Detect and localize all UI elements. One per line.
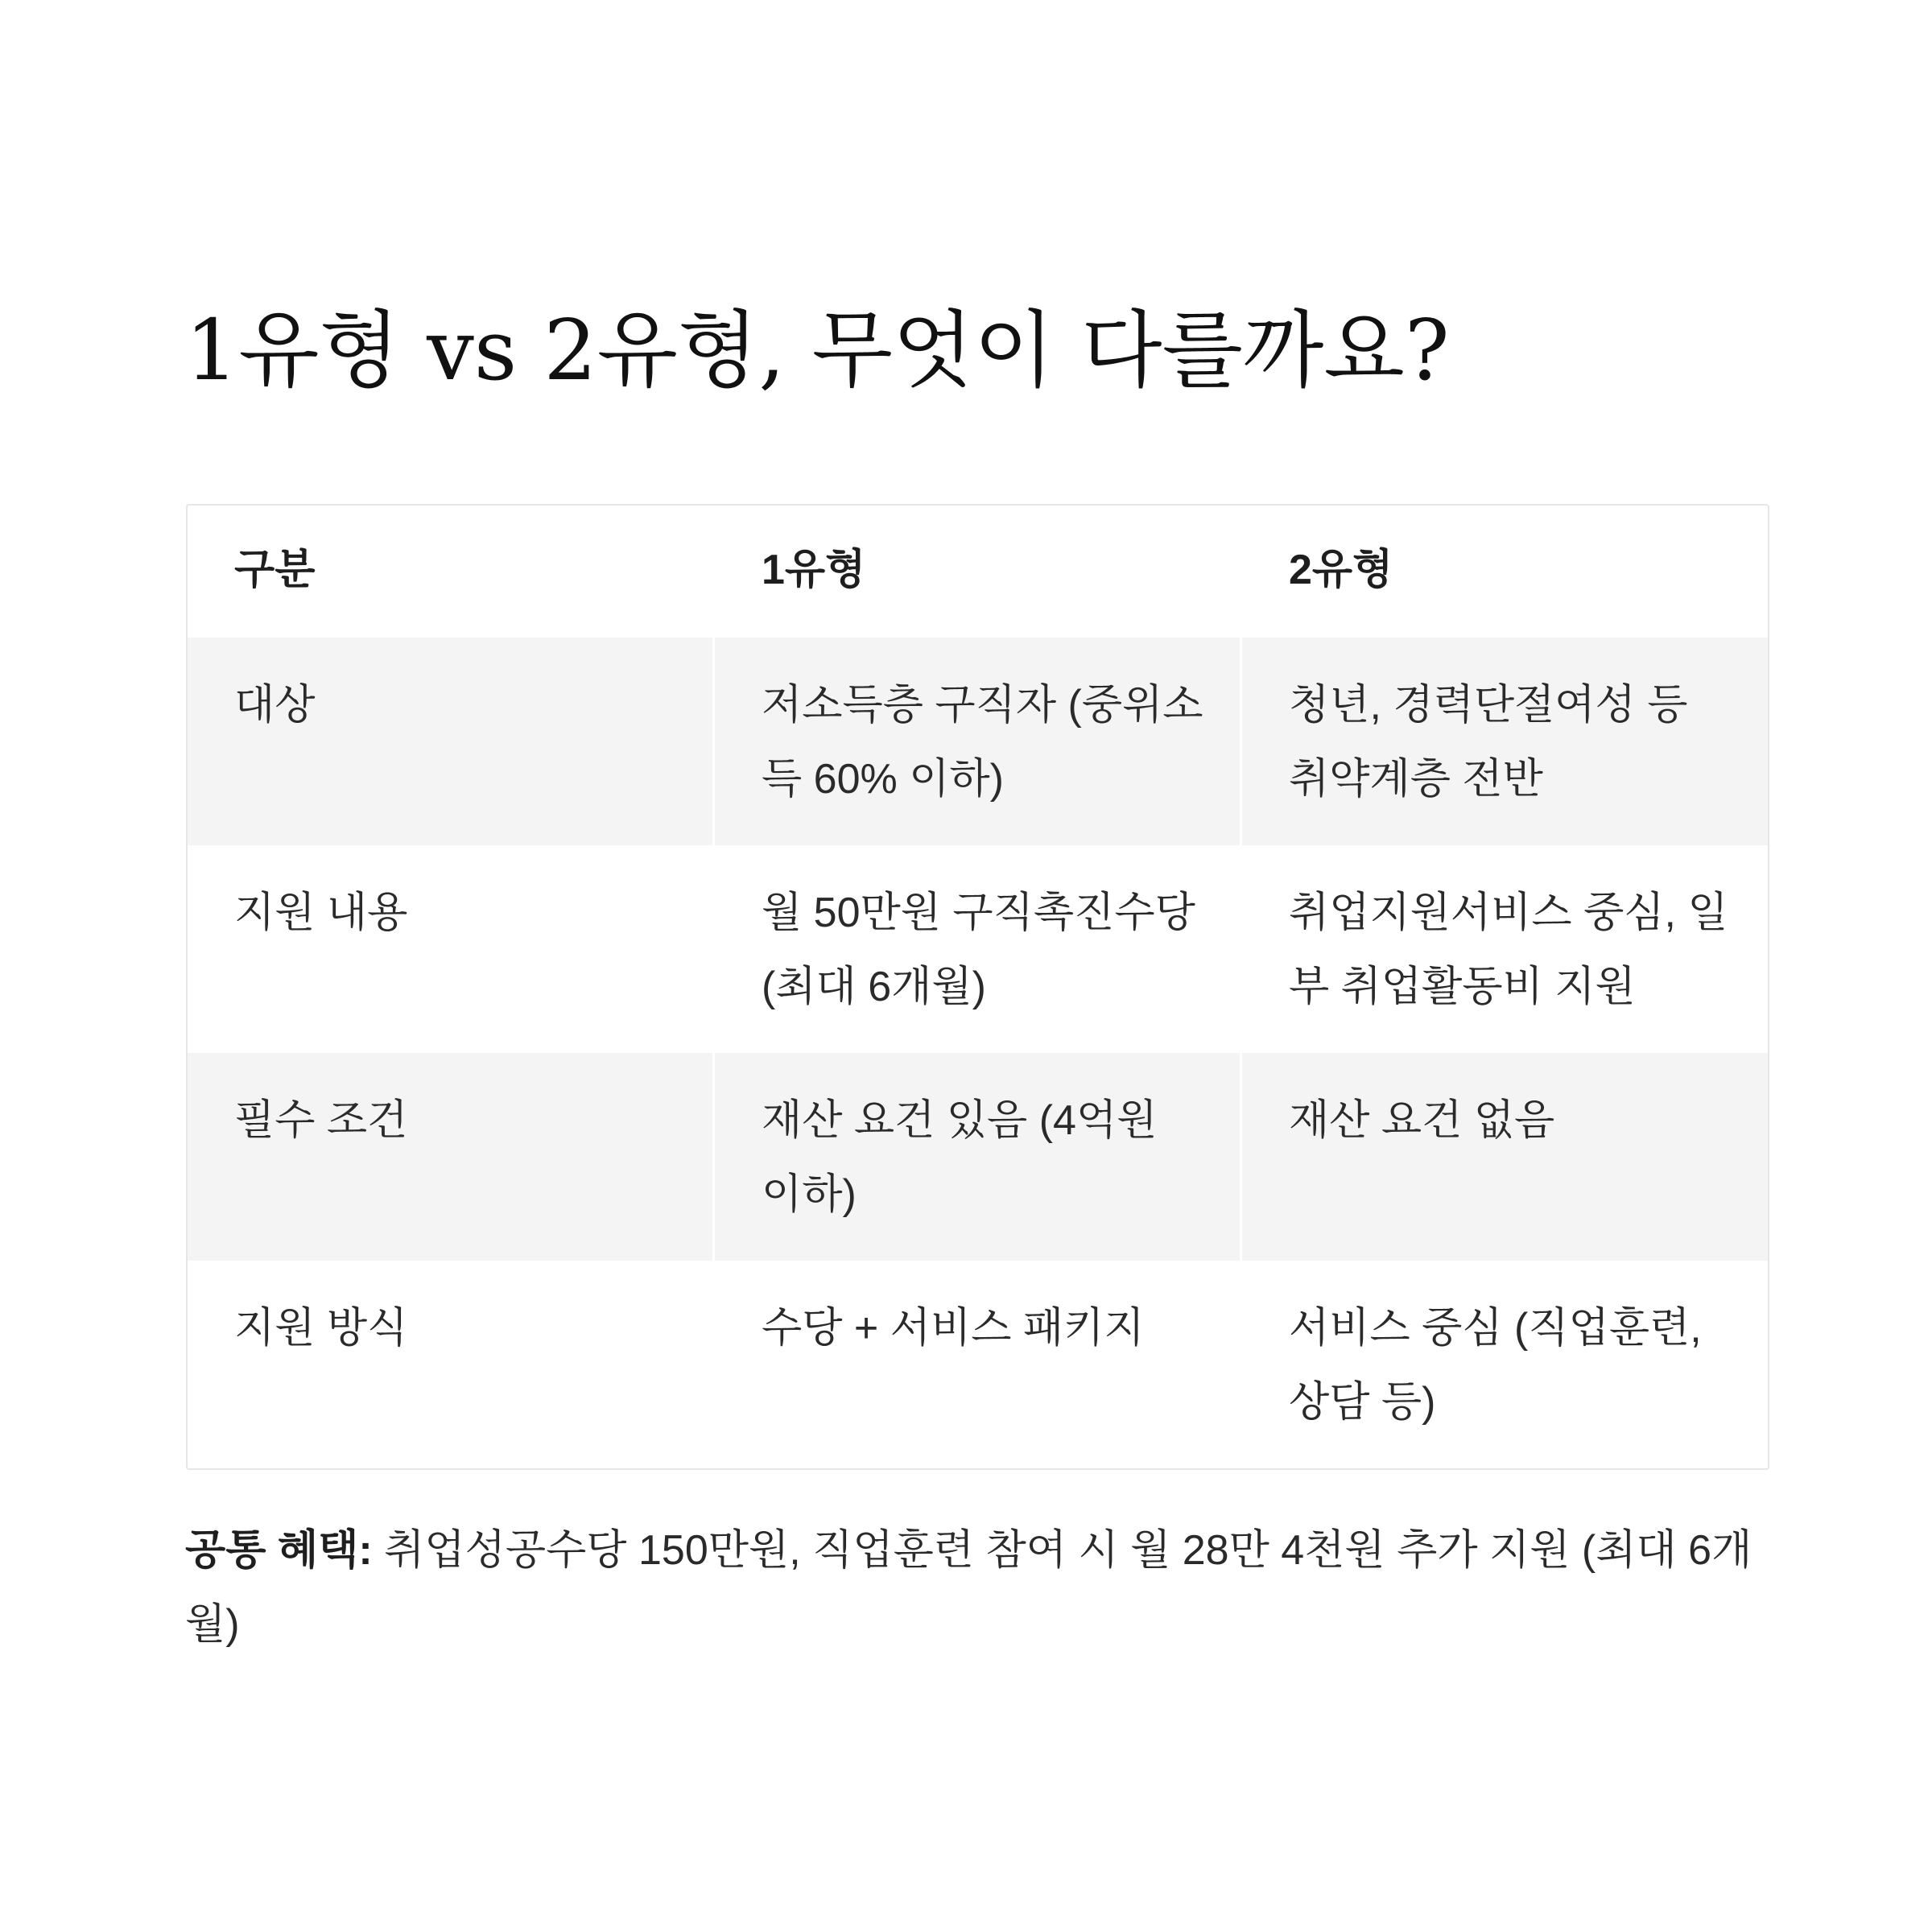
row-category: 지원 방식	[234, 1305, 408, 1352]
row-category: 대상	[188, 638, 715, 845]
row-type1-value: 재산 요건 있음 (4억원 이하)	[715, 1053, 1242, 1261]
table-row	[188, 1053, 1768, 1261]
common-benefit-note	[185, 1513, 1771, 1662]
header-type1: 1유형	[762, 547, 866, 593]
table-row	[188, 845, 1768, 1053]
table-header-row	[188, 506, 1768, 638]
row-category: 지원 내용	[234, 890, 408, 936]
table-row	[188, 638, 1768, 845]
header-category: 구분	[234, 547, 316, 593]
row-type2-value: 재산 요건 없음	[1289, 1097, 1555, 1144]
common-benefit-text: 취업성공수당 150만원, 직업훈련 참여 시 월 28만 4천원 추가 지원 (최대 6개월)	[185, 1527, 1752, 1648]
common-benefit-label: 공통 혜택:	[185, 1527, 373, 1574]
row-type2-value: 청년, 경력단절여성 등 취약계층 전반	[1289, 682, 1688, 803]
page-title: 1유형 vs 2유형, 무엇이 다를까요?	[185, 301, 1450, 399]
row-type1-value: 월 50만원 구직촉진수당 (최대 6개월)	[762, 890, 1195, 1010]
row-type2-value: 취업지원서비스 중심, 일부 취업활동비 지원	[1289, 890, 1728, 1010]
row-category: 필수 조건	[188, 1053, 715, 1261]
header-type2: 2유형	[1289, 547, 1393, 593]
row-type1-value: 저소득층 구직자 (중위소득 60% 이하)	[715, 638, 1242, 845]
comparison-table	[186, 504, 1769, 1470]
row-type2-value: 서비스 중심 (직업훈련, 상담 등)	[1289, 1305, 1702, 1426]
row-type1-value: 수당 + 서비스 패키지	[762, 1305, 1145, 1352]
table-row	[188, 1261, 1768, 1468]
